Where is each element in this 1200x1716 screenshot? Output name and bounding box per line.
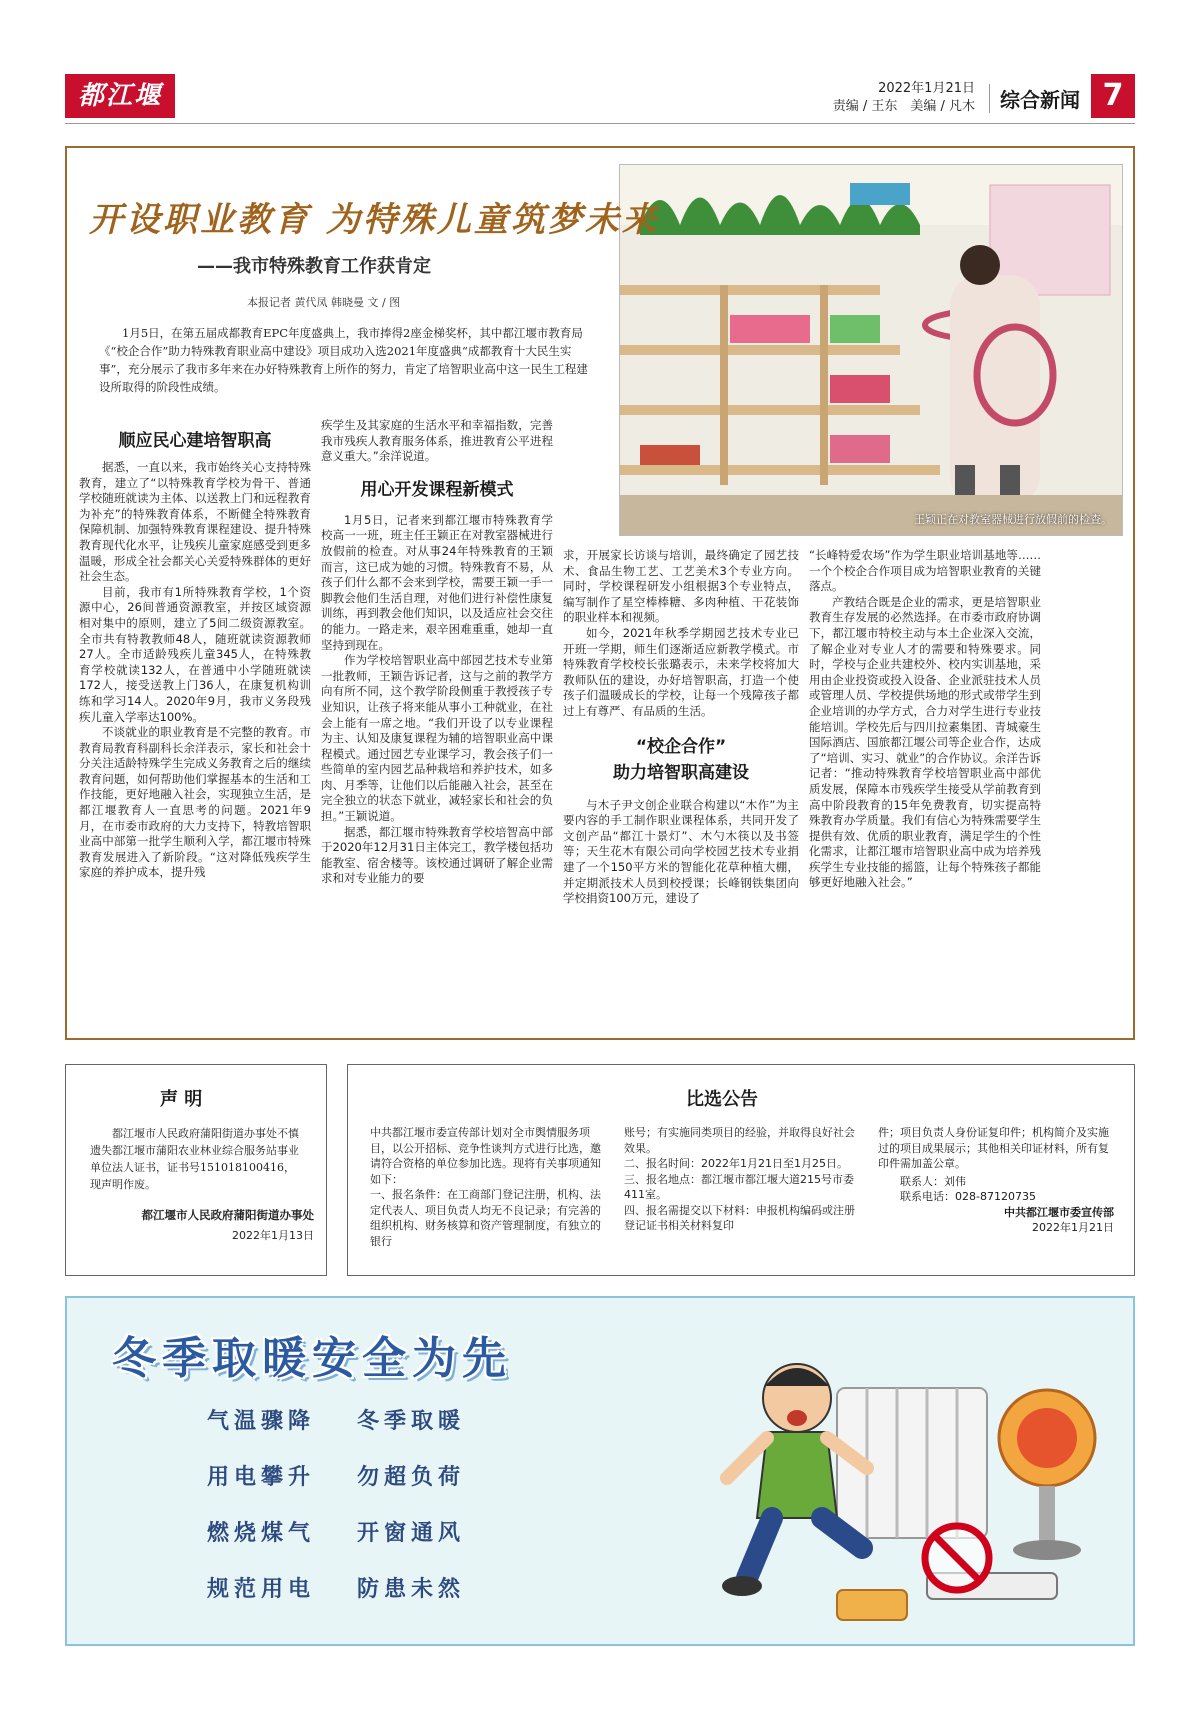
tender-column-1: 中共都江堰市委宣传部计划对全市舆情服务项目，以公开招标、竞争性谈判方式进行比选，邀请符合资格的单位参加比选。现将有关事项通知如下： 一、报名条件：在工商部门登记注册，机构、法定代表人、项目负责人均无不良记录；有完善的组织机构、财务核算和资产管理制度，有独立的银行 [370, 1126, 601, 1248]
tender-signer: 中共都江堰市委宣传部 [1004, 1205, 1114, 1219]
section-title-3: “校企合作” 助力培智职高建设 [613, 736, 749, 783]
article-paragraph: “长峰特爱农场”作为学生职业培训基地等……一个个校企合作项目成为培智职业教育的关键落点。 [809, 548, 1041, 594]
article-paragraph: 疾学生及其家庭的生活水平和幸福指数，完善我市残疾人教育服务体系，推进教育公平进程意义重大。”余洋说道。 [321, 418, 553, 464]
article-paragraph: 不谈就业的职业教育是不完整的教育。市教育局教育科副科长余洋表示，家长和社会十分关注适龄特殊学生完成义务教育之后的继续教育问题，如何帮助他们掌握基本的生活和工作技能，更好地融入社会，实现独立生活，是都江堰教育人一直思考的问题。2021年9月，在市委市政府的大力支持下，特教培智职业高中部第一批学生顺利入学，都江堰市特殊教育发展进入了新阶段。“这对降低残疾学生家庭的养护成本，提升残 [79, 725, 311, 880]
article-paragraph: 1月5日，记者来到都江堰市特殊教育学校高一一班，班主任王颖正在对教室器械进行放假前的检查。对从事24年特殊教育的王颖而言，这已成为她的习惯。特殊教育不易，从孩子们什么都不会来到学校，需要王颖一手一脚教会他们生活自理，对他们进行补偿性康复训练，再到教会他们知识，以及适应社会交往的能力。一路走来，艰辛困难重重，她却一直坚持到现在。 [321, 512, 553, 652]
tender-title: 比选公告 [686, 1089, 758, 1110]
article-paragraph: 产教结合既是企业的需求，更是培智职业教育生存发展的必然选择。在市委市政府协调下，都江堰市特校主动与本土企业深入交流，了解企业对专业人才的需要和特殊要求。同时，学校与企业共建校外、校内实训基地，采用由企业投资或投入设备、企业派驻技术人员或管理人员、学校提供场地的形式或带学生到企业培训的办学方式，合力对学生进行专业技能培训。学校先后与四川拉素集团、青城豪生国际酒店、国旅都江堰公司等企业合作，达成了“培训、实习、就业”的合作协议。余洋告诉记者：“推动特殊教育学校培智职业高中部优质发展，保障本市残疾学生接受从学前教育到高中阶段教育的15年免费教育，切实提高特殊教育办学质量。我们有信心为特殊需要学生提供有效、优质的职业教育，满足学生的个性化需求，让都江堰市培智职业高中成为培养残疾学生专业技能的摇篮，让每个特殊孩子都能够更好地融入社会。” [809, 594, 1041, 890]
page-number: 7 [1091, 74, 1135, 118]
article-paragraph: 求，开展家长访谈与培训，最终确定了园艺技术、食品生物工艺、工艺美术3个专业方向。同时，学校课程研发小组根据3个专业特点，编写制作了星空棒棒糖、多肉种植、干花装饰的职业样本和视频。 [563, 548, 799, 625]
tender-column-3 [878, 1125, 1114, 1236]
issue-date: 2022年1月21日 [878, 81, 975, 96]
statement-title: 声 明 [160, 1089, 203, 1110]
section-title-2: 用心开发课程新模式 [360, 479, 514, 500]
statement-date: 2022年1月13日 [232, 1229, 314, 1242]
slogan-line-2: 用电攀升 勿超负荷 [207, 1464, 466, 1490]
article-subhead: ——我市特殊教育工作获肯定 [197, 256, 431, 277]
tender-notice [347, 1064, 1135, 1276]
slogan-line-3: 燃烧煤气 开窗通风 [207, 1520, 466, 1546]
section-name: 综合新闻 [989, 84, 1080, 113]
article-paragraph: 如今，2021年秋季学期园艺技术专业已开班一学期，师生们逐渐适应新教学模式。市特殊教育学校校长张璐表示，未来学校将加大教师队伍的建设，办好培智职高，打造一个使孩子们温暖成长的学校，让每一个残障孩子都过上有尊严、有品质的生活。 [563, 625, 799, 718]
tender-contact: 联系人：刘伟 [900, 1174, 966, 1188]
photo-caption: 王颖正在对教室器械进行放假前的检查。 [914, 513, 1112, 526]
section-title-1: 顺应民心建培智职高 [118, 431, 272, 451]
editors-credit: 责编 / 王东 美编 / 凡木 [832, 99, 975, 114]
overloaded-power-strip-icon [837, 1526, 1057, 1620]
article-byline: 本报记者 黄代凤 韩晓曼 文 / 图 [247, 296, 401, 309]
newspaper-logo: 都江堰报 [65, 74, 175, 118]
dateline [833, 80, 975, 116]
article-paragraph: 据悉，一直以来，我市始终关心支持特殊教育，建立了“以特殊教育学校为骨干、普通学校随班就读为主体、以送教上门和远程教育为补充”的特殊教育体系，不断健全特殊教育保障机制、加强特殊教育课程建设、提升特殊教育现代化水平，让残疾儿童家庭感受到更多温暖，形成全社会都关心关爱特殊群体的更好社会生态。 [79, 460, 311, 584]
article-column-2 [321, 418, 553, 1028]
tender-column-2: 账号；有实施同类项目的经验，并取得良好社会效果。 二、报名时间：2022年1月21日至1月25日。 三、报名地点：都江堰市都江堰大道215号市委411室。 四、报名需提交以下材料：申报机构编码或注册登记证书相关材料复印 [624, 1126, 855, 1232]
article-paragraph: 目前，我市有1所特殊教育学校，1个资源中心，26间普通资源教室，并按区域资源相对集中的原则，建立了5间二级资源教室。全市共有特教教师48人，随班就读资源教师27人。全市适龄残疾儿童345人，在特殊教育学校就读132人，在普通中小学随班就读172人，接受送教上门36人，在康复机构训练和学习14人。2020年9月，我市义务段残疾儿童入学率达100%。 [79, 584, 311, 724]
statement-signer: 都江堰市人民政府蒲阳街道办事处 [141, 1208, 314, 1222]
article-column-1 [79, 428, 311, 1028]
masthead [65, 70, 1135, 155]
heating-safety-cartoon [687, 1328, 1107, 1628]
article-column-4 [809, 548, 1041, 1028]
article-intro: 1月5日，在第五届成都教育EPC年度盛典上，我市捧得2座金梯奖杯，其中都江堰市教育局《“校企合作”助力特殊教育职业高中建设》项目成功入选2021年度盛典“成都教育十大民生实事”，充分展示了我市多年来在办好特殊教育上所作的努力，肯定了培智职业高中这一民生工程建设所取得的阶段性成绩。 [99, 326, 588, 394]
tender-date: 2022年1月21日 [1032, 1221, 1114, 1234]
tender-requirements: 件；项目负责人身份证复印件；机构简介及实施过的项目成果展示；其他相关印证材料，所有复印件需加盖公章。 [878, 1126, 1109, 1170]
article-paragraph: 与木子尹文创企业联合构建以“木作”为主要内容的手工制作职业课程体系，共同开发了文创产品“都江十景灯”、木勺木筷以及书签等；天生花木有限公司向学校园艺技术专业捐建了一个150平方米的智能化花草种植大棚，并定期派技术人员到校授课；长峰钢铁集团向学校捐资100万元，建设了 [563, 797, 799, 906]
article-photo [619, 164, 1123, 536]
article-column-3 [563, 548, 799, 1028]
slogan-line-4: 规范用电 防患未然 [207, 1576, 466, 1602]
article-paragraph: 作为学校培智职业高中部园艺技术专业第一批教师，王颖告诉记者，这与之前的教学方向有所不同，这个教学阶段侧重于教授孩子专业知识，让孩子将来能从事小工种就业，在社会上能有一席之地。“我们开设了以专业课程为主、认知及康复课程为辅的培智职业高中课程模式。通过园艺专业课学习，教会孩子们一些简单的室内园艺品种栽培和养护技术，如多肉、月季等，让他们以后能融入社会，甚至在完全独立的状态下就业，减轻家长和社会的负担。”王颖说道。 [321, 653, 553, 824]
classroom-photo-illustration [620, 165, 1123, 536]
electric-heater-icon [999, 1390, 1095, 1560]
statement-body: 都江堰市人民政府蒲阳街道办事处不慎遗失都江堰市蒲阳农业林业综合服务站事业单位法人证书，证书号151018100416，现声明作废。 [90, 1127, 299, 1191]
banner-title: 冬季取暖安全为先 [112, 1333, 512, 1384]
slogan-line-1: 气温骤降 冬季取暖 [207, 1408, 466, 1434]
article-paragraph: 据悉，都江堰市特殊教育学校培智高中部于2020年12月31日主体完工，教学楼包括功能教室、宿舍楼等。该校通过调研了解企业需求和对专业能力的要 [321, 824, 553, 886]
tender-phone: 联系电话：028-87120735 [900, 1190, 1036, 1203]
statement-notice [65, 1064, 327, 1276]
article-headline: 开设职业教育 为特殊儿童筑梦未来 [89, 200, 659, 240]
safety-banner [65, 1296, 1135, 1646]
feature-article [65, 146, 1135, 1040]
